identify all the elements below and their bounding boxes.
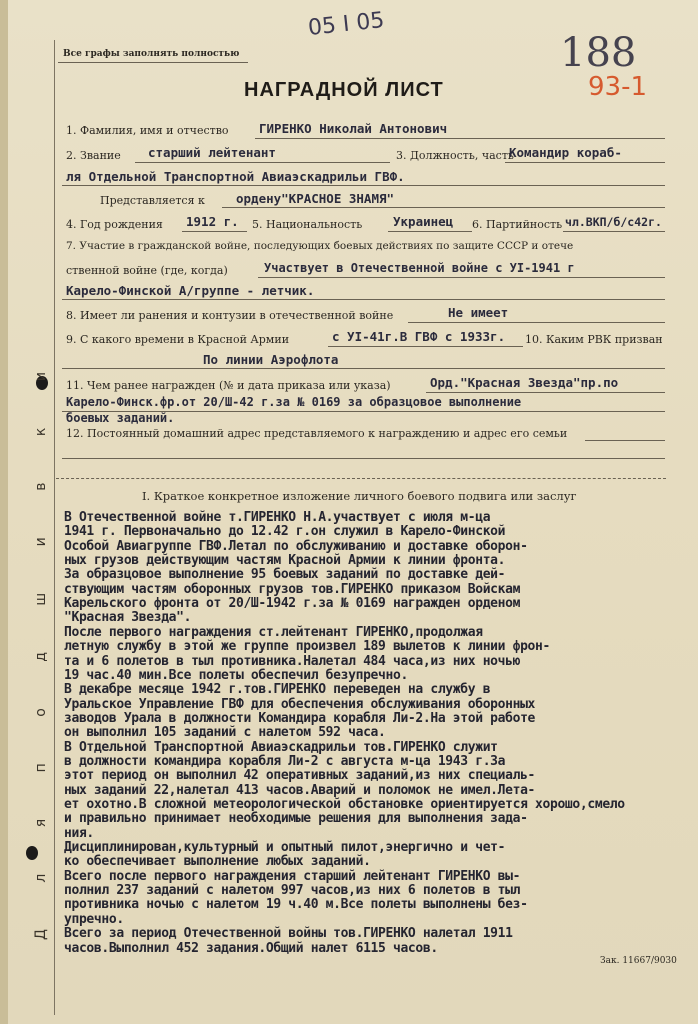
narrative-line: заводов Урала в должности Командира корабля Ли-2.На этой работе bbox=[64, 710, 536, 726]
binding-margin-label: Д л я п о д ш и в к и bbox=[33, 351, 49, 940]
narrative-line: Особой Авиагруппе ГВФ.Летал по обслуживанию и доставке оборон- bbox=[64, 538, 528, 554]
narrative-line: За образцовое выполнение 95 боевых заданий по доставке дей- bbox=[64, 567, 506, 583]
narrative-line: и правильно принимает необходимые решения для выполнения зада- bbox=[64, 811, 528, 827]
narrative-line: упречно. bbox=[64, 911, 124, 927]
field-3-line-cont bbox=[62, 185, 665, 186]
field-4-value: 1912 г. bbox=[186, 214, 239, 229]
field-11-value-cont2: боевых заданий. bbox=[66, 411, 175, 425]
field-4-line bbox=[182, 231, 247, 232]
field-6-line bbox=[563, 231, 665, 232]
field-1-line bbox=[255, 138, 665, 139]
field-2-value: старший лейтенант bbox=[148, 145, 276, 160]
field-4-label: 4. Год рождения bbox=[66, 218, 163, 231]
narrative-line: ния. bbox=[64, 825, 94, 841]
print-order-note: Зак. 11667/9030 bbox=[600, 956, 677, 966]
field-5-label: 5. Национальность bbox=[252, 218, 363, 231]
field-9-value: с УI-41г.В ГВФ с 1933г. bbox=[332, 329, 506, 344]
narrative-line: 1941 г. Первоначально до 12.42 г.он служил в Карело-Финской bbox=[64, 524, 506, 540]
field-9-label: 9. С какого времени в Красной Армии bbox=[66, 333, 290, 346]
field-10-label: 10. Каким РВК призван bbox=[525, 333, 663, 346]
narrative-line: В Отдельной Транспортной Авиаэскадрильи тов.ГИРЕНКО служит bbox=[64, 739, 498, 755]
narrative-line: часов.Выполнил 452 задания.Общий налет 6115 часов. bbox=[64, 940, 438, 956]
presented-value: ордену"КРАСНОЕ ЗНАМЯ" bbox=[236, 191, 395, 206]
field-5-line bbox=[388, 231, 472, 232]
field-7-line bbox=[258, 277, 665, 278]
narrative-line: он выполнил 105 заданий с налетом 592 часа. bbox=[64, 725, 386, 741]
narrative-line: ных грузов действующим частям Красной Армии к линии фронта. bbox=[64, 553, 506, 569]
field-7-value: Участвует в Отечественной войне с УI-1941 г bbox=[264, 261, 575, 275]
handwritten-number: 188 bbox=[560, 30, 637, 76]
handwritten-red-mark: 93-1 bbox=[588, 72, 648, 102]
field-6-label: 6. Партийность bbox=[472, 218, 563, 231]
narrative-line: полнил 237 заданий с налетом 997 часов,из них 6 полетов в тыл bbox=[64, 883, 521, 899]
field-3-value: Командир кораб- bbox=[509, 145, 622, 160]
narrative-line: ко обеспечивает выполнение любых заданий. bbox=[64, 854, 371, 870]
field-12-line bbox=[585, 440, 665, 441]
presented-label: Представляется к bbox=[100, 194, 205, 207]
narrative-line: в должности командира корабля Ли-2 с августа м-ца 1943 г.За bbox=[64, 753, 506, 769]
narrative-line: Всего за период Отечественной войны тов.ГИРЕНКО налетал 1911 bbox=[64, 926, 513, 942]
field-2-label: 2. Звание bbox=[66, 149, 121, 162]
narrative-line: ных заданий 22,налетал 413 часов.Аварий и поломок не имел.Лета- bbox=[64, 782, 536, 798]
field-10-line bbox=[62, 368, 665, 369]
field-11-label: 11. Чем ранее награжден (№ и дата приказа или указа) bbox=[66, 379, 391, 392]
field-1-value: ГИРЕНКО Николай Антонович bbox=[259, 121, 448, 136]
narrative-line: В Отечественной войне т.ГИРЕНКО Н.А.участвует с июля м-ца bbox=[64, 510, 491, 525]
narrative-line: противника ночью с налетом 19 ч.40 м.Все полеты выполнены без- bbox=[64, 897, 528, 913]
field-7-label-cont: ственной войне (где, когда) bbox=[66, 264, 228, 277]
field-3-line bbox=[505, 162, 665, 163]
narrative-line: В декабре месяце 1942 г.тов.ГИРЕНКО переведен на службу в bbox=[64, 682, 491, 698]
narrative-line: Всего после первого награждения старший лейтенант ГИРЕНКО вы- bbox=[64, 868, 521, 884]
narrative-line: Уральское Управление ГВФ для обеспечения обслуживания оборонных bbox=[64, 696, 536, 712]
handwritten-top-note: 05 I 05 bbox=[306, 8, 386, 41]
narrative-line: После первого награждения ст.лейтенант ГИРЕНКО,продолжая bbox=[64, 624, 483, 640]
field-3-label: 3. Должность, часть bbox=[396, 149, 514, 162]
field-9-line bbox=[328, 346, 523, 347]
field-1-label: 1. Фамилия, имя и отчество bbox=[66, 124, 229, 137]
margin-line bbox=[54, 40, 55, 1015]
field-5-value: Украинец bbox=[393, 214, 454, 229]
field-8-label: 8. Имеет ли ранения и контузии в отечественной войне bbox=[66, 309, 394, 322]
narrative-line: летную службу в этой же группе произвел 189 вылетов к линии фрон- bbox=[64, 639, 550, 655]
field-2-line bbox=[135, 162, 390, 163]
narrative-line: ствующим частям оборонных грузов тов.ГИРЕНКО приказом Войскам bbox=[64, 581, 521, 597]
field-8-line bbox=[408, 322, 665, 323]
narrative-line: этот период он выполнил 42 оперативных заданий,из них специаль- bbox=[64, 768, 536, 784]
field-3-value-cont: ля Отдельной Транспортной Авиаэскадрильи ГВФ. bbox=[66, 169, 405, 184]
page-title: НАГРАДНОЙ ЛИСТ bbox=[244, 79, 444, 101]
field-7-label: 7. Участие в гражданской войне, последующих боевых действиях по защите СССР и отече bbox=[66, 240, 574, 252]
narrative-line: Дисциплинирован,культурный и опытный пилот,энергично и чет- bbox=[64, 840, 506, 856]
field-12-label: 12. Постоянный домашний адрес представляемого к награждению и адрес его семьи bbox=[66, 427, 568, 440]
paper-edge bbox=[0, 0, 8, 1024]
field-6-value: чл.ВКП/б/с42г. bbox=[565, 215, 662, 229]
field-7-line-cont bbox=[62, 299, 665, 300]
field-11-value: Орд."Красная Звезда"пр.по bbox=[430, 375, 619, 390]
narrative-line: 19 час.40 мин.Все полеты обеспечил безупречно. bbox=[64, 667, 408, 683]
field-7-value-cont: Карело-Финской А/группе - летчик. bbox=[66, 283, 315, 298]
field-12-line-cont bbox=[62, 458, 665, 459]
narrative-line: Карельского фронта от 20/Ш-1942 г.за № 0169 награжден орденом bbox=[64, 596, 521, 612]
instruction-text: Все графы заполнять полностью bbox=[63, 49, 240, 59]
section-separator bbox=[56, 478, 666, 479]
instruction-underline bbox=[58, 62, 248, 63]
field-11-line bbox=[426, 392, 665, 393]
narrative-line: та и 6 полетов в тыл противника.Налетал 484 часа,из них ночью bbox=[64, 653, 521, 669]
narrative-line: "Красная Звезда". bbox=[64, 610, 192, 626]
field-8-value: Не имеет bbox=[448, 305, 509, 320]
field-10-value: По линии Аэрофлота bbox=[203, 352, 339, 367]
field-11-value-cont1: Карело-Финск.фр.от 20/Ш-42 г.за № 0169 за образцовое выполнение bbox=[66, 395, 522, 409]
presented-line bbox=[222, 207, 665, 208]
narrative-line: ет охотно.В сложной метеорологической обстановке ориентируется хорошо,смело bbox=[64, 797, 625, 812]
section-heading: I. Краткое конкретное изложение личного боевого подвига или заслуг bbox=[142, 489, 577, 503]
